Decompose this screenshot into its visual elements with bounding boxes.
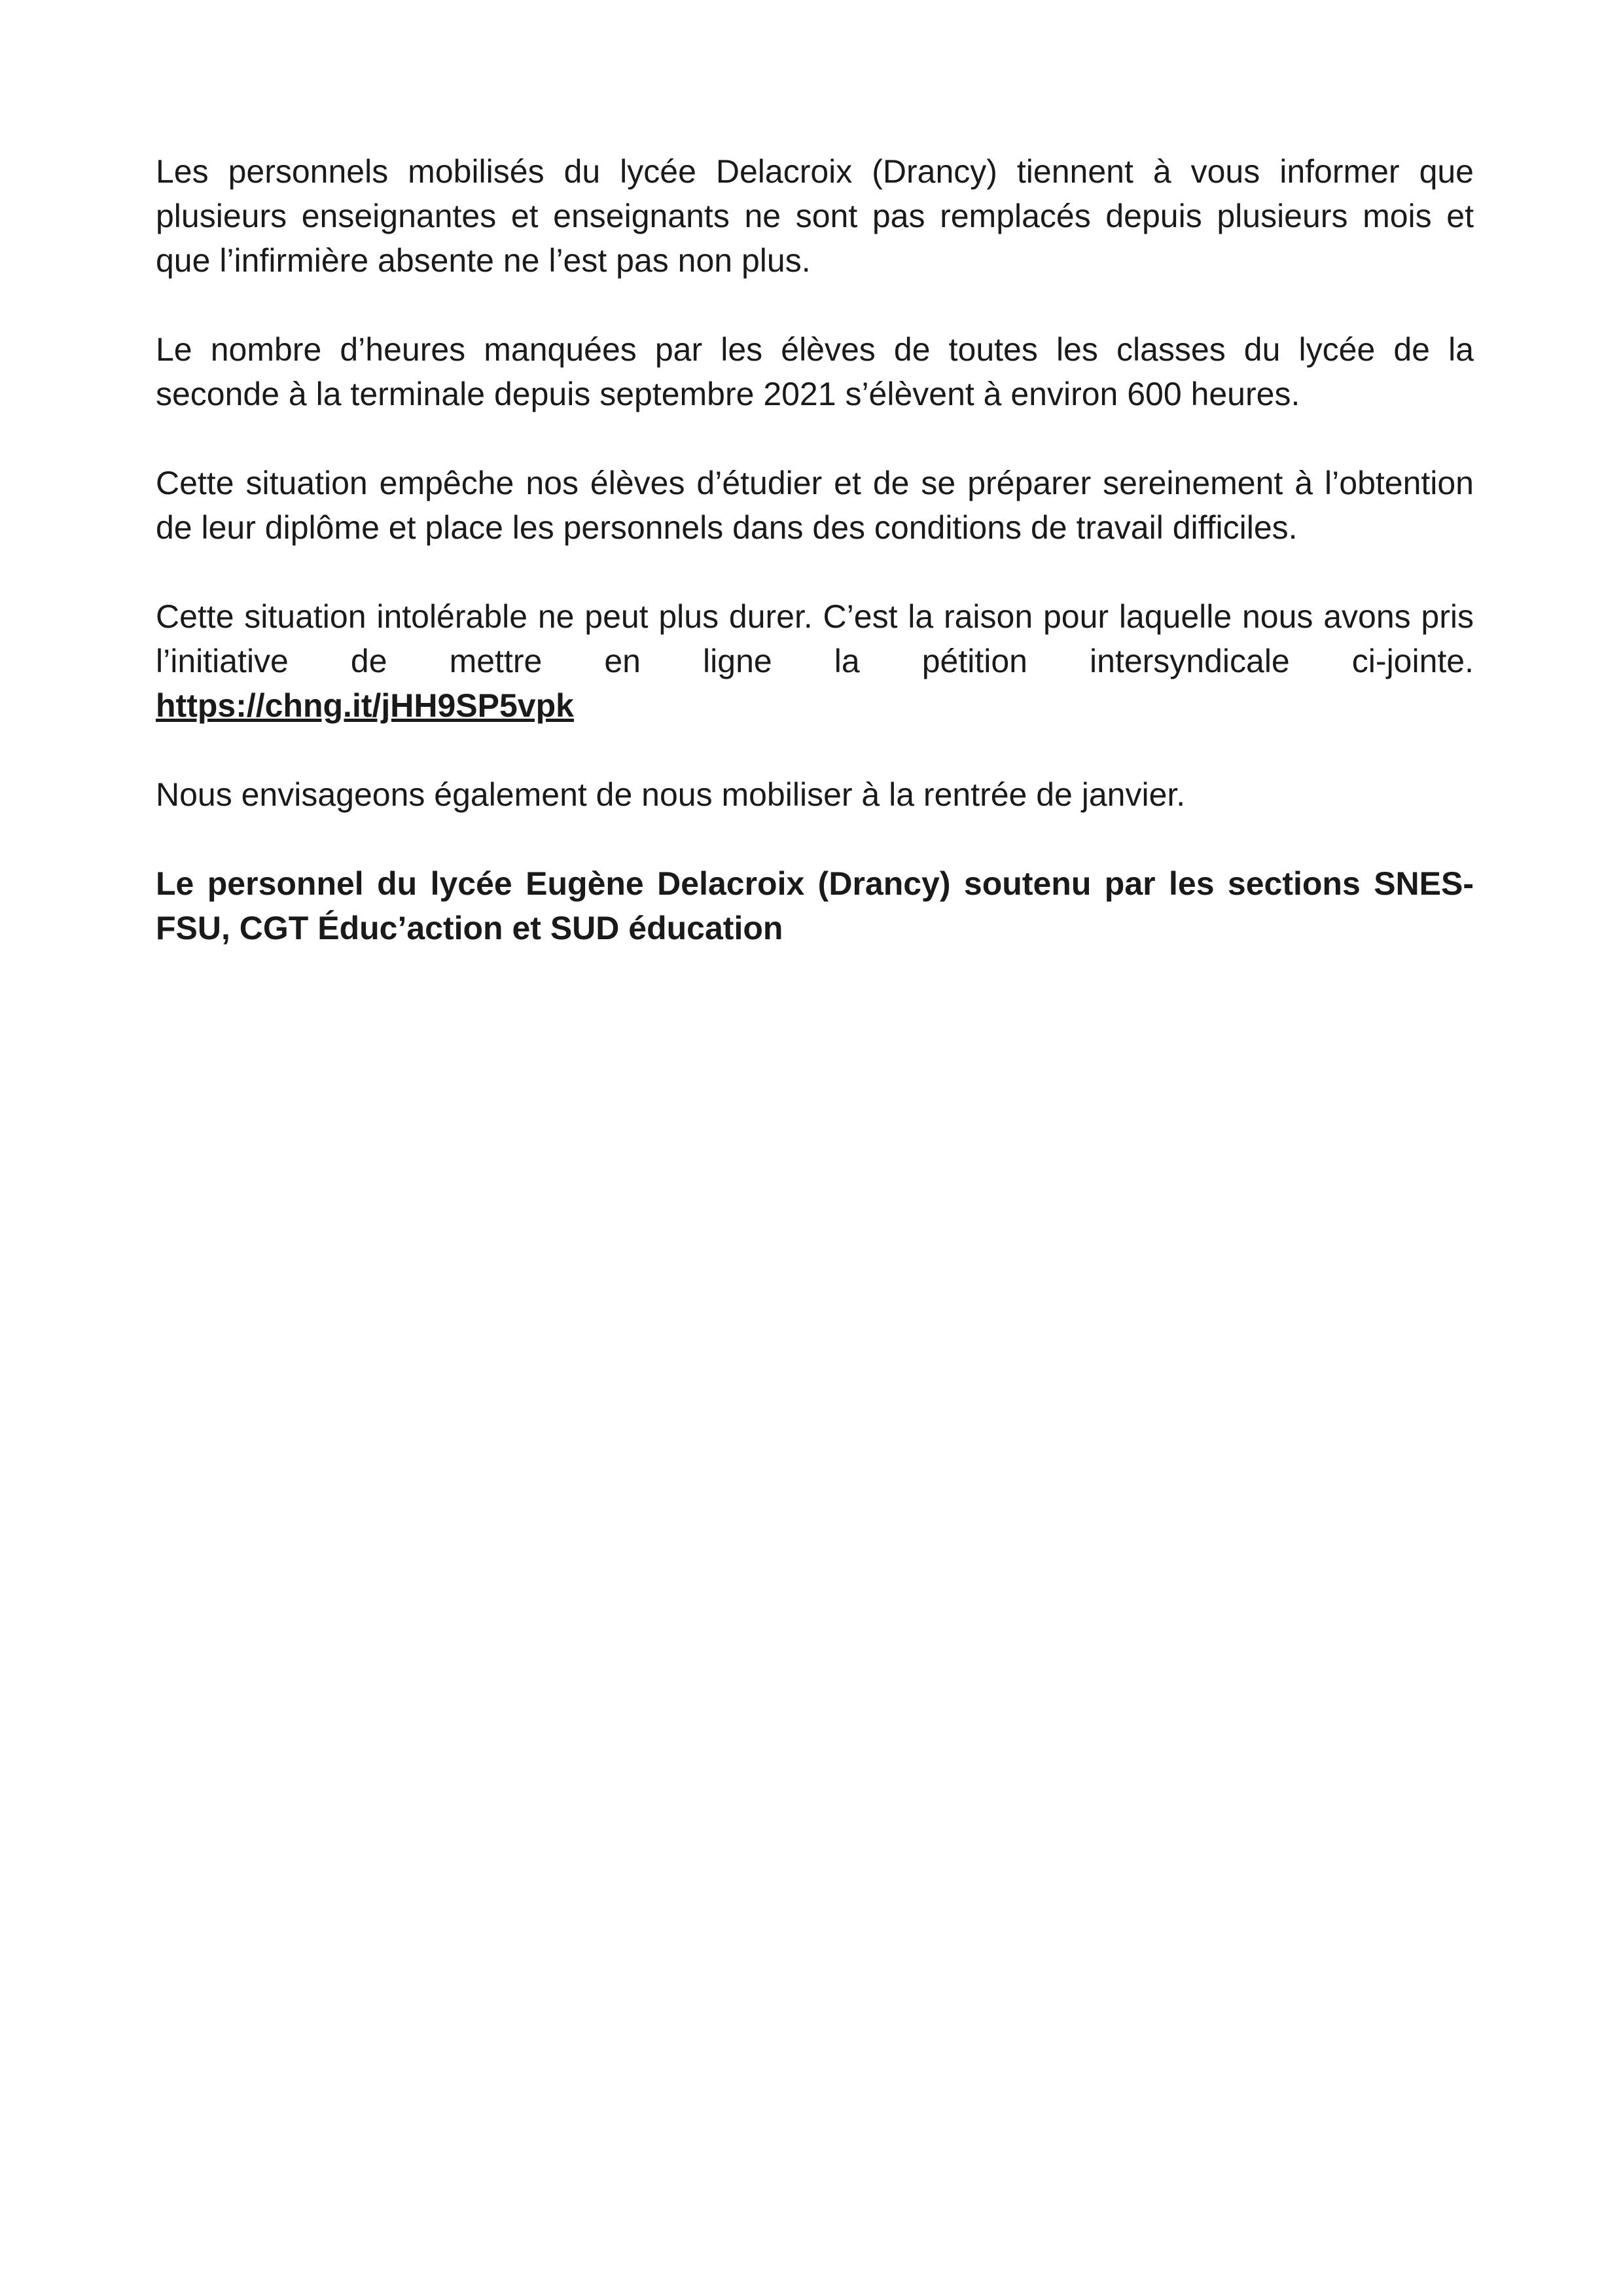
paragraph-petition (156, 594, 1474, 728)
paragraph-consequences: Cette situation empêche nos élèves d’étudier et de se préparer sereinement à l’obtention de leur diplôme et place les personnels dans des conditions de travail difficiles. (156, 465, 1474, 546)
document-body (156, 149, 1474, 950)
signature: Le personnel du lycée Eugène Delacroix (Drancy) soutenu par les sections SNES-FSU, CGT Éduc’action et SUD éducation (156, 865, 1474, 946)
petition-text: Cette situation intolérable ne peut plus durer. C’est la raison pour laquelle nous avons pris l’initiative de mettre en ligne la pétition intersyndicale ci-jointe. (156, 598, 1474, 679)
paragraph-staff-not-replaced: Les personnels mobilisés du lycée Delacroix (Drancy) tiennent à vous informer que plusieurs enseignantes et enseignants ne sont pas remplacés depuis plusieurs mois et que l’infirmière absente ne l’est pas non plus. (156, 153, 1474, 279)
paragraph-missed-hours: Le nombre d’heures manquées par les élèves de toutes les classes du lycée de la seconde à la terminale depuis septembre 2021 s’élèvent à environ 600 heures. (156, 331, 1474, 412)
paragraph-mobilisation: Nous envisageons également de nous mobiliser à la rentrée de janvier. (156, 776, 1186, 813)
petition-link[interactable]: https://chng.it/jHH9SP5vpk (156, 687, 574, 724)
